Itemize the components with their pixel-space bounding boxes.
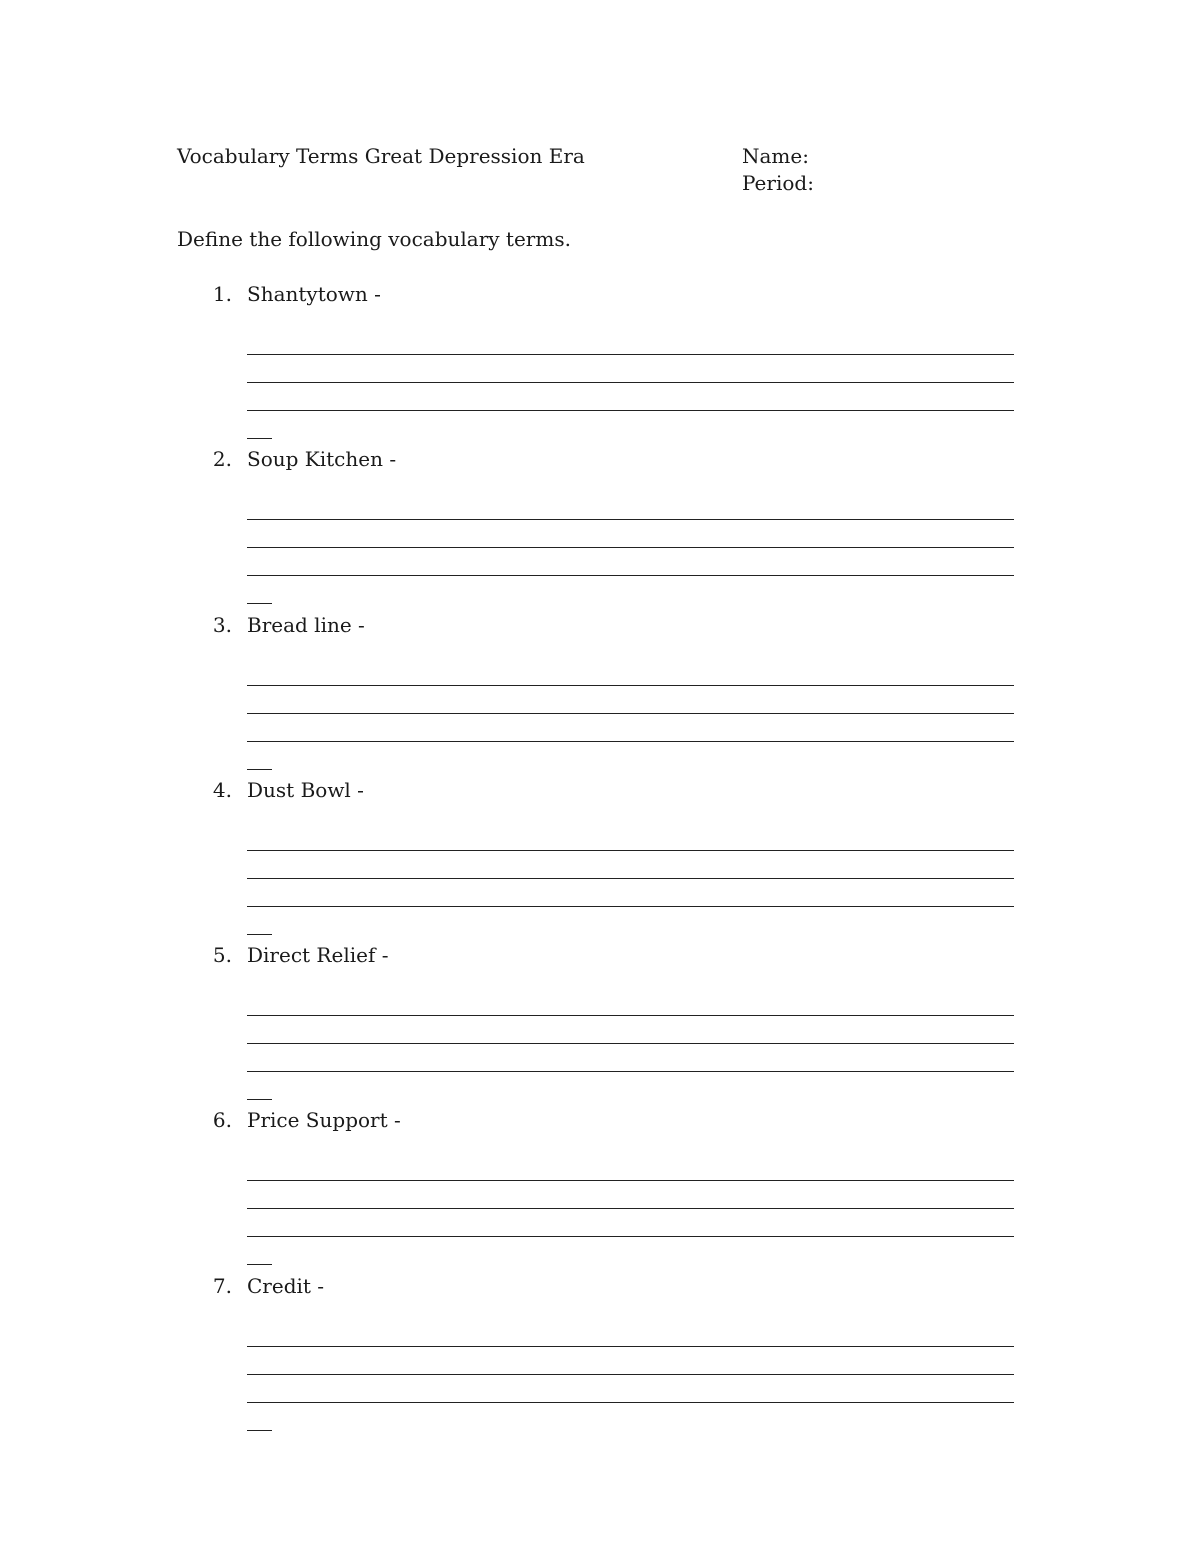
- student-info-block: [742, 143, 814, 197]
- answer-line[interactable]: [247, 658, 1014, 686]
- instructions-text: Define the following vocabulary terms.: [177, 227, 571, 251]
- answer-line-end[interactable]: [247, 576, 272, 604]
- answer-lines[interactable]: [247, 823, 1014, 935]
- term-item-credit: [0, 1272, 1200, 1437]
- term-item-shantytown: [0, 280, 1200, 445]
- term-item-dust-bowl: [0, 776, 1200, 941]
- answer-line[interactable]: [247, 548, 1014, 576]
- answer-line-end[interactable]: [247, 1237, 272, 1265]
- answer-lines[interactable]: [247, 1319, 1014, 1431]
- answer-line[interactable]: [247, 851, 1014, 879]
- answer-line[interactable]: [247, 1347, 1014, 1375]
- answer-line[interactable]: [247, 879, 1014, 907]
- answer-line[interactable]: [247, 1319, 1014, 1347]
- period-label: Period:: [742, 171, 814, 195]
- worksheet-title: Vocabulary Terms Great Depression Era: [177, 144, 585, 168]
- answer-line[interactable]: [247, 355, 1014, 383]
- answer-line-end[interactable]: [247, 1072, 272, 1100]
- term-label: Dust Bowl -: [247, 777, 364, 802]
- answer-line[interactable]: [247, 383, 1014, 411]
- answer-line-end[interactable]: [247, 907, 272, 935]
- answer-lines[interactable]: [247, 327, 1014, 439]
- answer-line[interactable]: [247, 714, 1014, 742]
- answer-line-end[interactable]: [247, 411, 272, 439]
- term-item-bread-line: [0, 611, 1200, 776]
- term-label: Price Support -: [247, 1108, 401, 1133]
- answer-line[interactable]: [247, 1153, 1014, 1181]
- answer-line[interactable]: [247, 1209, 1014, 1237]
- term-label: Credit -: [247, 1273, 325, 1298]
- answer-line[interactable]: [247, 520, 1014, 548]
- term-item-price-support: [0, 1106, 1200, 1271]
- term-number: 7.: [212, 1273, 232, 1298]
- answer-lines[interactable]: [247, 658, 1014, 770]
- term-number: 1.: [212, 282, 232, 306]
- answer-line[interactable]: [247, 1016, 1014, 1044]
- term-number: 5.: [212, 943, 232, 968]
- answer-lines[interactable]: [247, 1153, 1014, 1265]
- answer-line-end[interactable]: [247, 1403, 272, 1431]
- answer-line[interactable]: [247, 988, 1014, 1016]
- term-label: Bread line -: [247, 612, 365, 637]
- name-label: Name:: [742, 144, 809, 168]
- answer-line[interactable]: [247, 1375, 1014, 1403]
- answer-line[interactable]: [247, 327, 1014, 355]
- term-item-soup-kitchen: [0, 445, 1200, 610]
- answer-line[interactable]: [247, 1181, 1014, 1209]
- answer-line-end[interactable]: [247, 742, 272, 770]
- term-number: 4.: [212, 777, 232, 802]
- answer-line[interactable]: [247, 823, 1014, 851]
- answer-line[interactable]: [247, 492, 1014, 520]
- answer-lines[interactable]: [247, 492, 1014, 604]
- term-label: Shantytown -: [247, 282, 381, 306]
- term-label: Direct Relief -: [247, 943, 389, 968]
- answer-line[interactable]: [247, 1044, 1014, 1072]
- term-item-direct-relief: [0, 941, 1200, 1106]
- term-label: Soup Kitchen -: [247, 447, 397, 472]
- term-number: 3.: [212, 612, 232, 637]
- answer-lines[interactable]: [247, 988, 1014, 1100]
- terms-list: [0, 280, 1200, 1437]
- term-number: 6.: [212, 1108, 232, 1133]
- term-number: 2.: [212, 447, 232, 472]
- answer-line[interactable]: [247, 686, 1014, 714]
